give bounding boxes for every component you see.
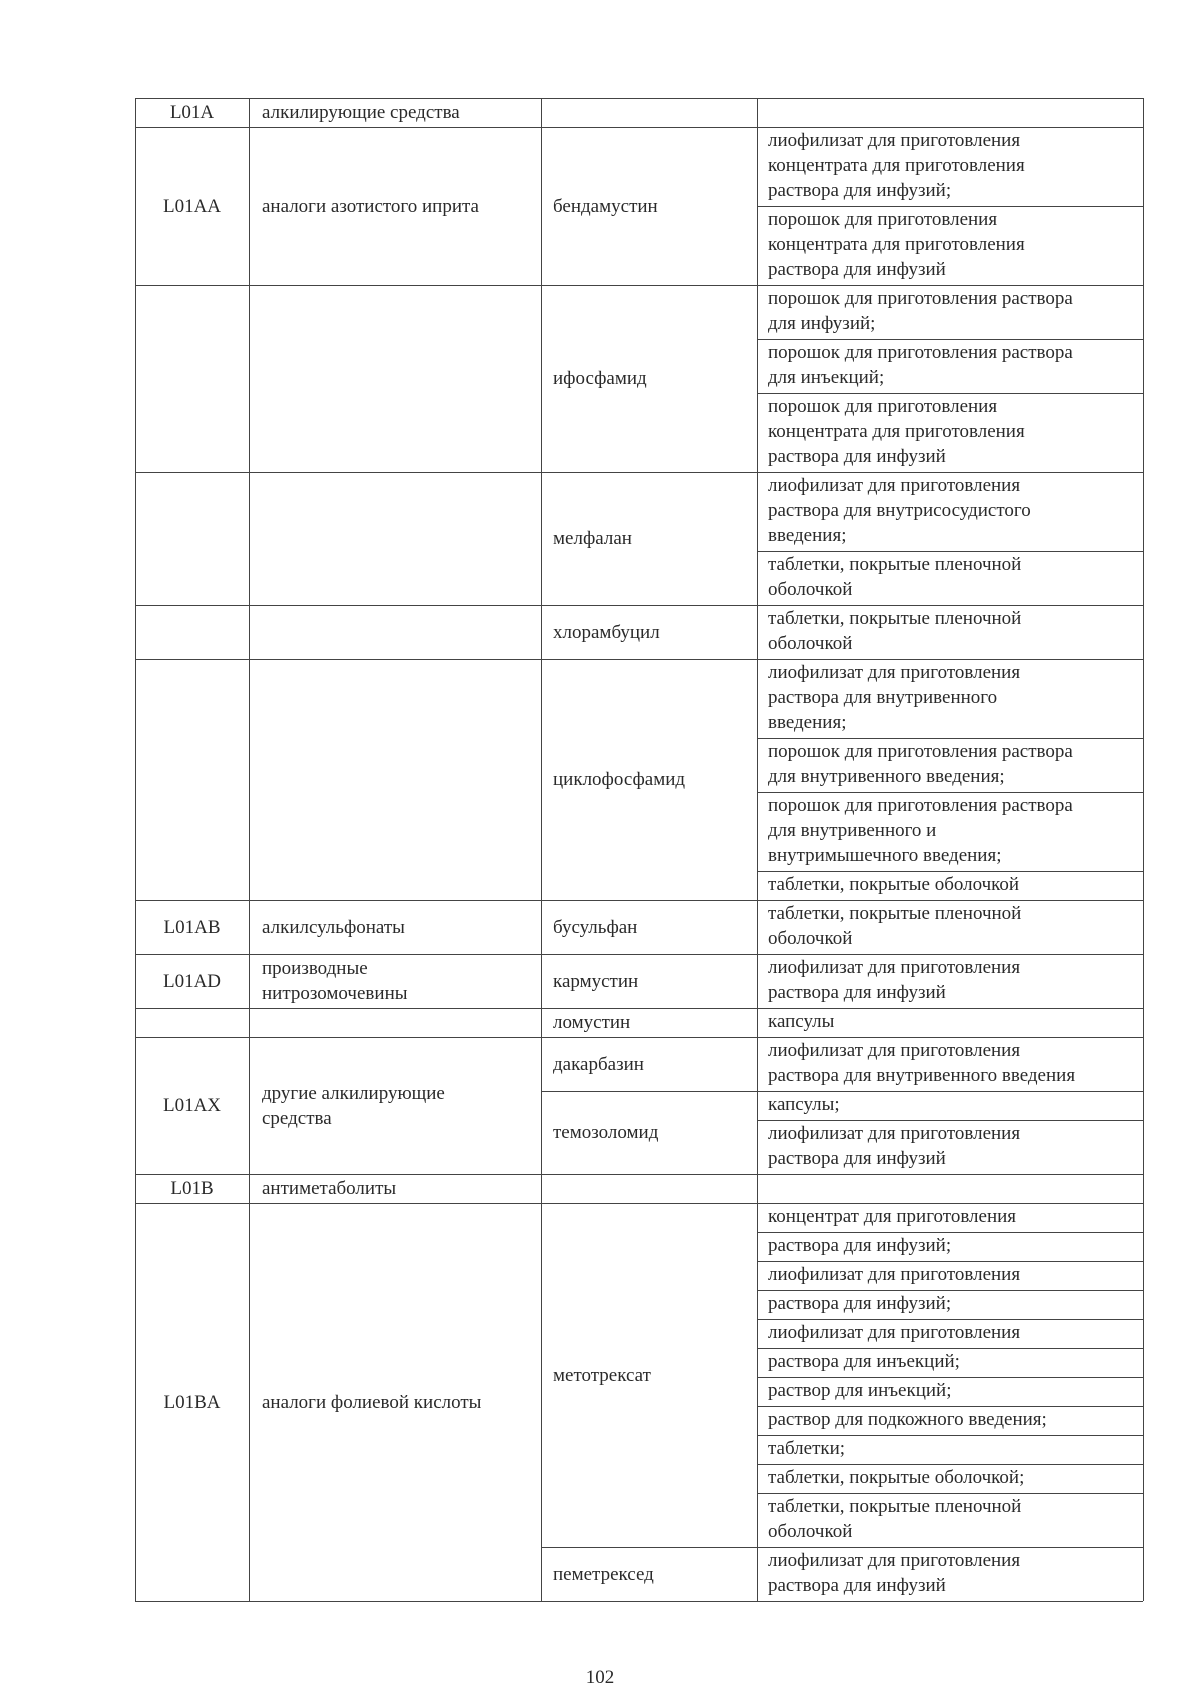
inn-name: хлорамбуцил xyxy=(553,621,660,643)
dosage-form: раствор для подкожного введения; xyxy=(768,1409,1047,1430)
dosage-form: лиофилизат для приготовления xyxy=(768,957,1021,978)
dosage-form: порошок для приготовления xyxy=(768,396,998,417)
atc-class-name: средства xyxy=(262,1107,332,1129)
dosage-form: таблетки, покрытые оболочкой xyxy=(768,874,1020,895)
table-rule xyxy=(135,1174,1143,1175)
dosage-form: порошок для приготовления раствора xyxy=(768,795,1073,816)
dosage-form: таблетки, покрытые пленочной xyxy=(768,608,1022,629)
dosage-form: оболочкой xyxy=(768,928,853,949)
table-rule xyxy=(541,1091,1143,1092)
atc-class-name: алкилирующие средства xyxy=(262,102,460,123)
atc-code: L01AX xyxy=(162,1095,222,1116)
dosage-form: раствора для инфузий xyxy=(768,446,946,467)
dosage-form: таблетки, покрытые оболочкой; xyxy=(768,1467,1025,1488)
atc-class-name: антиметаболиты xyxy=(262,1178,397,1199)
inn-name: кармустин xyxy=(553,970,639,992)
inn-name: бендамустин xyxy=(553,195,658,217)
atc-code: L01BA xyxy=(163,1391,221,1413)
dosage-form: введения; xyxy=(768,712,847,733)
dosage-form: таблетки, покрытые пленочной xyxy=(768,1496,1022,1517)
atc-code: L01B xyxy=(170,1178,214,1199)
inn-name: бусульфан xyxy=(553,916,638,938)
dosage-form: раствора для инфузий xyxy=(768,1148,946,1169)
dosage-form: раствора для инфузий; xyxy=(768,1293,952,1314)
atc-code: L01AD xyxy=(162,970,222,992)
atc-class-name: аналоги фолиевой кислоты xyxy=(262,1391,482,1413)
dosage-form: порошок для приготовления раствора xyxy=(768,342,1073,363)
dosage-form: для инфузий; xyxy=(768,313,876,334)
table-rule xyxy=(757,98,758,1601)
dosage-form: таблетки, покрытые пленочной xyxy=(768,554,1022,575)
atc-code: L01AA xyxy=(162,195,222,217)
dosage-form: раствора для инъекций; xyxy=(768,1351,960,1372)
table-rule xyxy=(135,1008,1143,1009)
dosage-form: лиофилизат для приготовления xyxy=(768,475,1021,496)
dosage-form: порошок для приготовления xyxy=(768,209,998,230)
dosage-form: лиофилизат для приготовления xyxy=(768,662,1021,683)
dosage-form: таблетки, покрытые пленочной xyxy=(768,903,1022,924)
atc-code: L01AB xyxy=(163,916,221,938)
dosage-form: внутримышечного введения; xyxy=(768,845,1002,866)
inn-name: метотрексат xyxy=(553,1364,651,1386)
table-rule xyxy=(135,98,136,1601)
dosage-form: оболочкой xyxy=(768,633,853,654)
inn-name: ифосфамид xyxy=(553,368,647,389)
dosage-form: концентрат для приготовления xyxy=(768,1206,1017,1227)
page-number: 102 xyxy=(585,1667,615,1688)
dosage-form: лиофилизат для приготовления xyxy=(768,1264,1021,1285)
table-rule xyxy=(541,98,542,1601)
dosage-form: лиофилизат для приготовления xyxy=(768,1123,1021,1144)
dosage-form: лиофилизат для приготовления xyxy=(768,1550,1021,1571)
dosage-form: раствора для инфузий xyxy=(768,259,946,280)
table-rule xyxy=(249,98,250,1601)
dosage-form: таблетки; xyxy=(768,1438,846,1459)
dosage-form: для внутривенного и xyxy=(768,820,937,841)
inn-name: дакарбазин xyxy=(553,1053,644,1075)
dosage-form: раствор для инъекций; xyxy=(768,1380,952,1401)
table-rule xyxy=(135,1601,1143,1602)
inn-name: темозоломид xyxy=(553,1122,659,1143)
dosage-form: раствора для инфузий xyxy=(768,982,946,1003)
table-rule xyxy=(135,98,1143,99)
atc-class-name: производные xyxy=(262,958,368,979)
dosage-form: раствора для инфузий xyxy=(768,1575,946,1596)
dosage-form: капсулы xyxy=(768,1011,835,1032)
inn-name: циклофосфамид xyxy=(553,769,686,790)
dosage-form: раствора для внутрисосудистого xyxy=(768,500,1031,521)
atc-class-name: нитрозомочевины xyxy=(262,983,408,1004)
atc-class-name: алкилсульфонаты xyxy=(262,916,405,938)
dosage-form: раствора для инфузий; xyxy=(768,180,952,201)
dosage-form: концентрата для приготовления xyxy=(768,421,1025,442)
dosage-form: лиофилизат для приготовления xyxy=(768,1040,1021,1061)
dosage-form: концентрата для приготовления xyxy=(768,155,1025,176)
dosage-form: раствора для внутривенного введения xyxy=(768,1065,1076,1086)
dosage-form: порошок для приготовления раствора xyxy=(768,288,1073,309)
dosage-form: раствора для внутривенного xyxy=(768,687,998,708)
table-rule xyxy=(1143,98,1144,1601)
atc-code: L01A xyxy=(169,102,215,123)
dosage-form: капсулы; xyxy=(768,1094,840,1115)
inn-name: ломустин xyxy=(553,1012,631,1033)
atc-class-name: аналоги азотистого иприта xyxy=(262,195,479,217)
inn-name: мелфалан xyxy=(553,528,632,549)
dosage-form: порошок для приготовления раствора xyxy=(768,741,1073,762)
dosage-form: лиофилизат для приготовления xyxy=(768,130,1021,151)
dosage-form: введения; xyxy=(768,525,847,546)
inn-name: пеметрексед xyxy=(553,1563,654,1585)
dosage-form: раствора для инфузий; xyxy=(768,1235,952,1256)
dosage-form: для внутривенного введения; xyxy=(768,766,1005,787)
dosage-form: оболочкой xyxy=(768,1521,853,1542)
dosage-form: лиофилизат для приготовления xyxy=(768,1322,1021,1343)
dosage-form: оболочкой xyxy=(768,579,853,600)
dosage-form: для инъекций; xyxy=(768,367,885,388)
dosage-form: концентрата для приготовления xyxy=(768,234,1025,255)
atc-class-name: другие алкилирующие xyxy=(262,1082,445,1104)
